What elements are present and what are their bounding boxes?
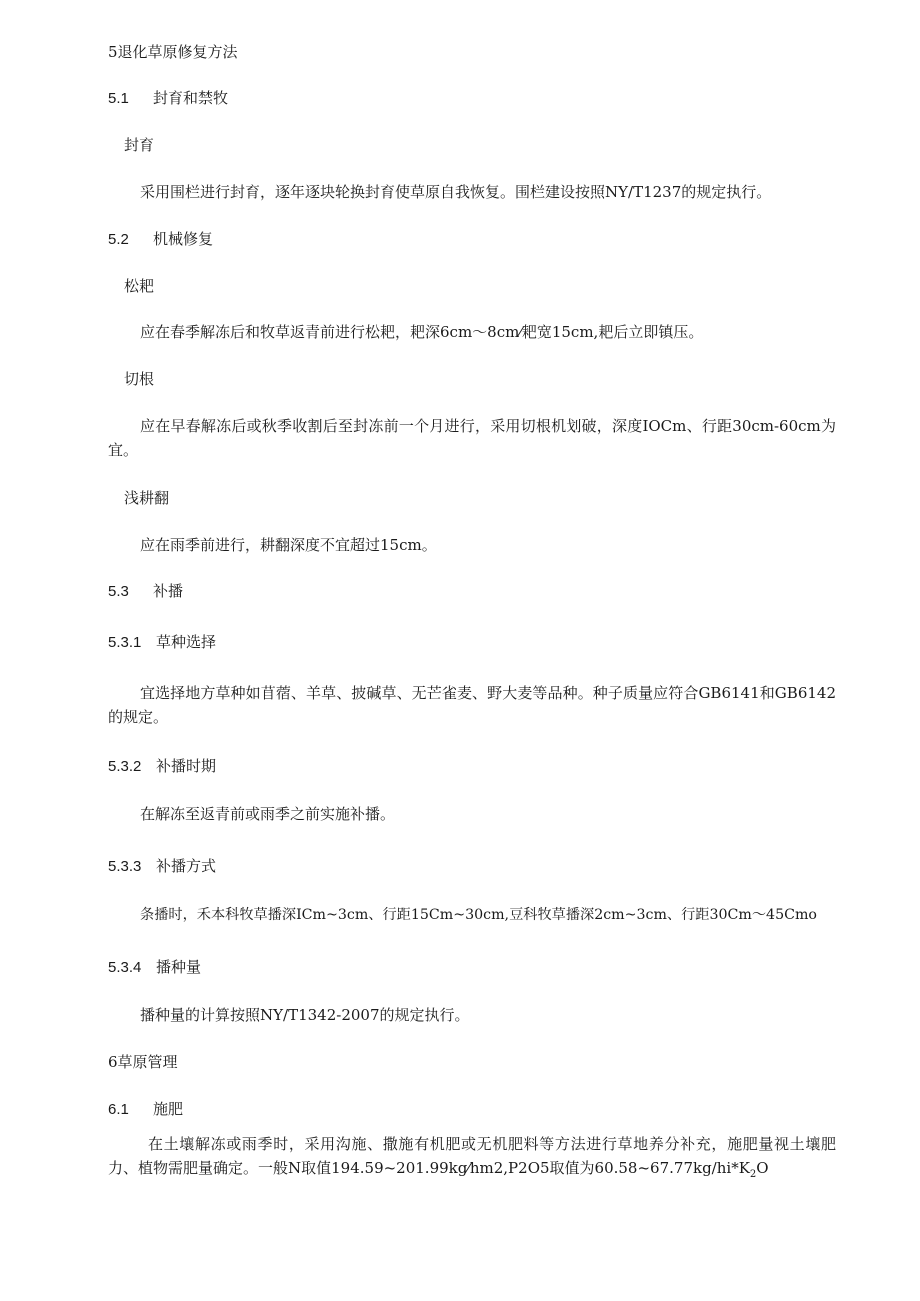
section-title: 播种量 bbox=[156, 958, 202, 976]
paragraph-6-1 bbox=[108, 1132, 836, 1187]
section-5-3-heading bbox=[108, 580, 183, 603]
section-5-title: 5退化草原修复方法 bbox=[108, 43, 238, 61]
section-5-3-1-heading bbox=[108, 631, 216, 654]
subheading-qiangengfan: 浅耕翻 bbox=[124, 489, 170, 507]
section-6-1-heading bbox=[108, 1098, 183, 1121]
section-6-title: 6草原管理 bbox=[108, 1053, 178, 1071]
section-title: 施肥 bbox=[153, 1100, 184, 1118]
paragraph-5-3-3: 条播时，禾本科牧草播深ICm~3cm、行距15Cm~30cm,豆科牧草播深2cm~3cm、行距30Cm～45Cmo bbox=[140, 907, 817, 923]
paragraph-songba: 应在春季解冻后和牧草返青前进行松耙，耙深6cm～8cm⁄耙宽15cm,耙后立即镇压。 bbox=[140, 323, 704, 341]
section-5-2-heading bbox=[108, 228, 213, 251]
paragraph-6-1-main: 在土壤解冻或雨季时，采用沟施、撒施有机肥或无机肥料等方法进行草地养分补充，施肥量视土壤肥力、植物需肥量确定。一般N取值194.59~201.99kg⁄hm2,P2O5取值为60.58~67.77kg/hi*K bbox=[108, 1135, 836, 1177]
section-title: 封育和禁牧 bbox=[153, 89, 229, 107]
section-title: 补播时期 bbox=[156, 757, 217, 775]
section-title: 补播方式 bbox=[156, 857, 217, 875]
paragraph-fengyu: 采用围栏进行封育，逐年逐块轮换封育使草原自我恢复。围栏建设按照NY/T1237的规定执行。 bbox=[140, 183, 772, 201]
section-title: 机械修复 bbox=[153, 230, 214, 248]
subheading-qiegen: 切根 bbox=[124, 370, 155, 388]
section-number: 5.3.2 bbox=[108, 758, 142, 775]
section-number: 5.2 bbox=[108, 231, 129, 248]
paragraph-qiangengfan: 应在雨季前进行，耕翻深度不宜超过15cm。 bbox=[140, 536, 437, 554]
section-number: 5.3.1 bbox=[108, 634, 142, 651]
subheading-songba: 松耙 bbox=[124, 277, 155, 295]
paragraph-qiegen: 应在早春解冻后或秋季收割后至封冻前一个月进行，采用切根机划破，深度IOCm、行距30cm-60cm为宜。 bbox=[108, 417, 836, 459]
paragraph-5-3-1: 宜选择地方草种如苜蓿、羊草、披碱草、无芒雀麦、野大麦等品种。种子质量应符合GB6141和GB6142的规定。 bbox=[108, 684, 836, 726]
section-title: 草种选择 bbox=[156, 633, 217, 651]
section-5-3-3-heading bbox=[108, 855, 216, 878]
section-title: 补播 bbox=[153, 582, 184, 600]
subheading-fengyu: 封育 bbox=[124, 136, 155, 154]
section-number: 5.3 bbox=[108, 583, 129, 600]
section-number: 5.1 bbox=[108, 90, 129, 107]
section-5-1-heading bbox=[108, 87, 228, 110]
paragraph-6-1-tail: O bbox=[756, 1159, 769, 1177]
paragraph-5-3-4: 播种量的计算按照NY/T1342-2007的规定执行。 bbox=[140, 1006, 470, 1024]
section-number: 6.1 bbox=[108, 1101, 129, 1118]
subscript-2: 2 bbox=[749, 1169, 757, 1180]
section-5-3-2-heading bbox=[108, 755, 216, 778]
section-5-3-4-heading bbox=[108, 956, 201, 979]
paragraph-5-3-2: 在解冻至返青前或雨季之前实施补播。 bbox=[140, 805, 396, 823]
section-number: 5.3.4 bbox=[108, 959, 142, 976]
section-number: 5.3.3 bbox=[108, 858, 142, 875]
